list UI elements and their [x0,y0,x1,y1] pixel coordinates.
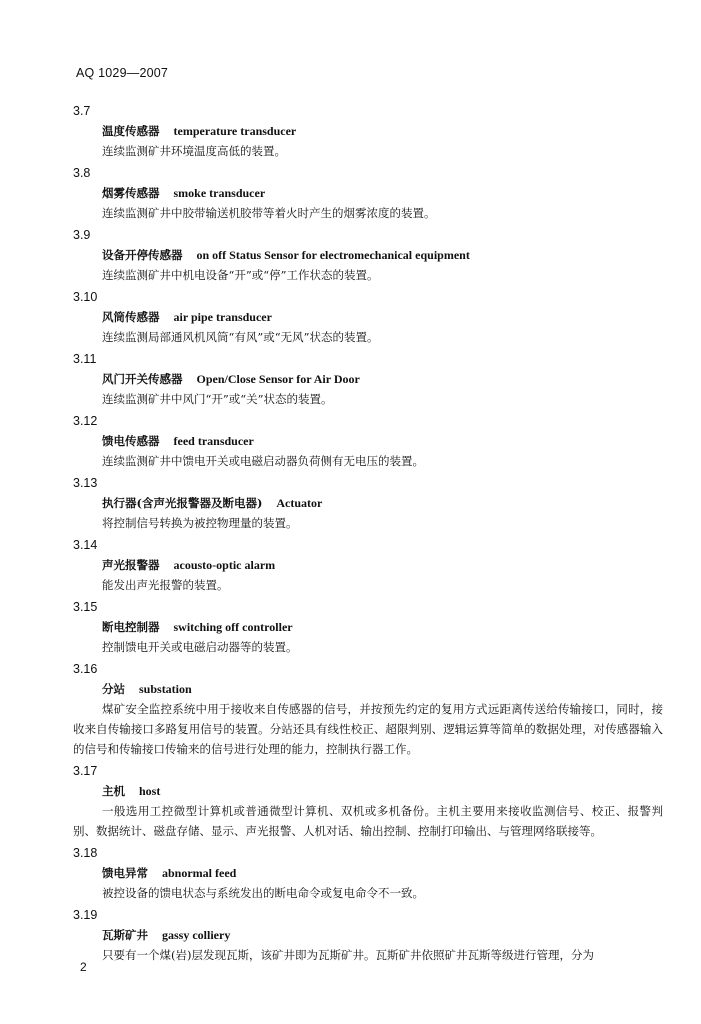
standard-code: AQ 1029—2007 [76,66,169,80]
term-english: smoke transducer [173,186,266,200]
term-chinese: 馈电异常 [102,866,148,880]
term-entries [73,101,663,967]
term-english: temperature transducer [173,124,297,138]
term-definition: 连续监测矿井环境温度高低的装置。 [102,144,286,158]
term-entry [73,535,663,595]
clause-number: 3.16 [73,662,98,676]
term-heading [73,493,663,513]
term-chinese: 风筒传感器 [102,310,160,324]
clause-number: 3.7 [73,104,91,118]
term-english: Actuator [276,496,323,510]
clause-number: 3.8 [73,166,91,180]
term-english: air pipe transducer [173,310,272,324]
term-entry [73,761,663,841]
term-heading [73,679,663,699]
term-entry [73,411,663,471]
term-heading [73,369,663,389]
term-definition: 一般选用工控微型计算机或普通微型计算机、双机或多机备份。主机主要用来接收监测信号、校正、报警判别、数据统计、磁盘存储、显示、声光报警、人机对话、输出控制、控制打印输出、与管理网络联接等。 [73,804,663,838]
term-english: abnormal feed [162,866,237,880]
term-definition: 被控设备的馈电状态与系统发出的断电命令或复电命令不一致。 [102,886,424,900]
term-definition: 连续监测矿井中馈电开关或电磁启动器负荷侧有无电压的装置。 [102,454,424,468]
term-chinese: 温度传感器 [102,124,160,138]
clause-number: 3.17 [73,764,98,778]
term-heading [73,307,663,327]
clause-number: 3.14 [73,538,98,552]
term-heading [73,863,663,883]
term-chinese: 风门开关传感器 [102,372,183,386]
term-english: feed transducer [173,434,254,448]
clause-number: 3.9 [73,228,91,242]
term-entry [73,473,663,533]
term-definition: 连续监测矿井中机电设备“开”或“停”工作状态的装置。 [102,268,379,282]
term-english: host [139,784,161,798]
term-entry [73,225,663,285]
term-chinese: 瓦斯矿井 [102,928,148,942]
clause-number: 3.19 [73,908,98,922]
term-heading [73,781,663,801]
term-chinese: 声光报警器 [102,558,160,572]
term-entry [73,597,663,657]
term-chinese: 馈电传感器 [102,434,160,448]
clause-number: 3.12 [73,414,98,428]
term-chinese: 主机 [102,784,125,798]
term-definition: 控制馈电开关或电磁启动器等的装置。 [102,640,298,654]
clause-number: 3.10 [73,290,98,304]
term-definition: 连续监测矿井中胶带输送机胶带等着火时产生的烟雾浓度的装置。 [102,206,436,220]
term-english: on off Status Sensor for electromechanical equipment [196,248,470,262]
term-heading [73,431,663,451]
term-entry [73,287,663,347]
term-chinese: 烟雾传感器 [102,186,160,200]
term-english: substation [139,682,192,696]
term-chinese: 设备开停传感器 [102,248,183,262]
clause-number: 3.11 [73,352,97,366]
term-entry [73,163,663,223]
term-heading [73,617,663,637]
term-chinese: 分站 [102,682,125,696]
term-definition: 煤矿安全监控系统中用于接收来自传感器的信号，并按预先约定的复用方式远距离传送给传输接口，同时，接收来自传输接口多路复用信号的装置。分站还具有线性校正、超限判别、逻辑运算等简单的数据处理，对传感器输入的信号和传输接口传输来的信号进行处理的能力，控制执行器工作。 [73,702,663,756]
term-definition: 只要有一个煤(岩)层发现瓦斯，该矿井即为瓦斯矿井。瓦斯矿井依照矿井瓦斯等级进行管理，分为 [102,948,594,962]
term-heading [73,245,663,265]
term-definition: 连续监测局部通风机风筒“有风”或“无风”状态的装置。 [102,330,379,344]
clause-number: 3.13 [73,476,98,490]
page-number: 2 [80,960,87,974]
term-definition: 将控制信号转换为被控物理量的装置。 [102,516,298,530]
term-entry [73,349,663,409]
term-chinese: 断电控制器 [102,620,160,634]
term-english: switching off controller [173,620,293,634]
term-entry [73,843,663,903]
term-entry [73,659,663,759]
term-heading [73,555,663,575]
term-english: gassy colliery [162,928,231,942]
term-heading [73,925,663,945]
term-entry [73,101,663,161]
term-definition: 能发出声光报警的装置。 [102,578,229,592]
term-english: acousto-optic alarm [173,558,276,572]
term-entry [73,905,663,965]
term-heading [73,183,663,203]
clause-number: 3.18 [73,846,98,860]
term-english: Open/Close Sensor for Air Door [196,372,360,386]
term-definition: 连续监测矿井中风门“开”或“关”状态的装置。 [102,392,333,406]
clause-number: 3.15 [73,600,98,614]
term-heading [73,121,663,141]
term-chinese: 执行器(含声光报警器及断电器) [102,496,263,510]
